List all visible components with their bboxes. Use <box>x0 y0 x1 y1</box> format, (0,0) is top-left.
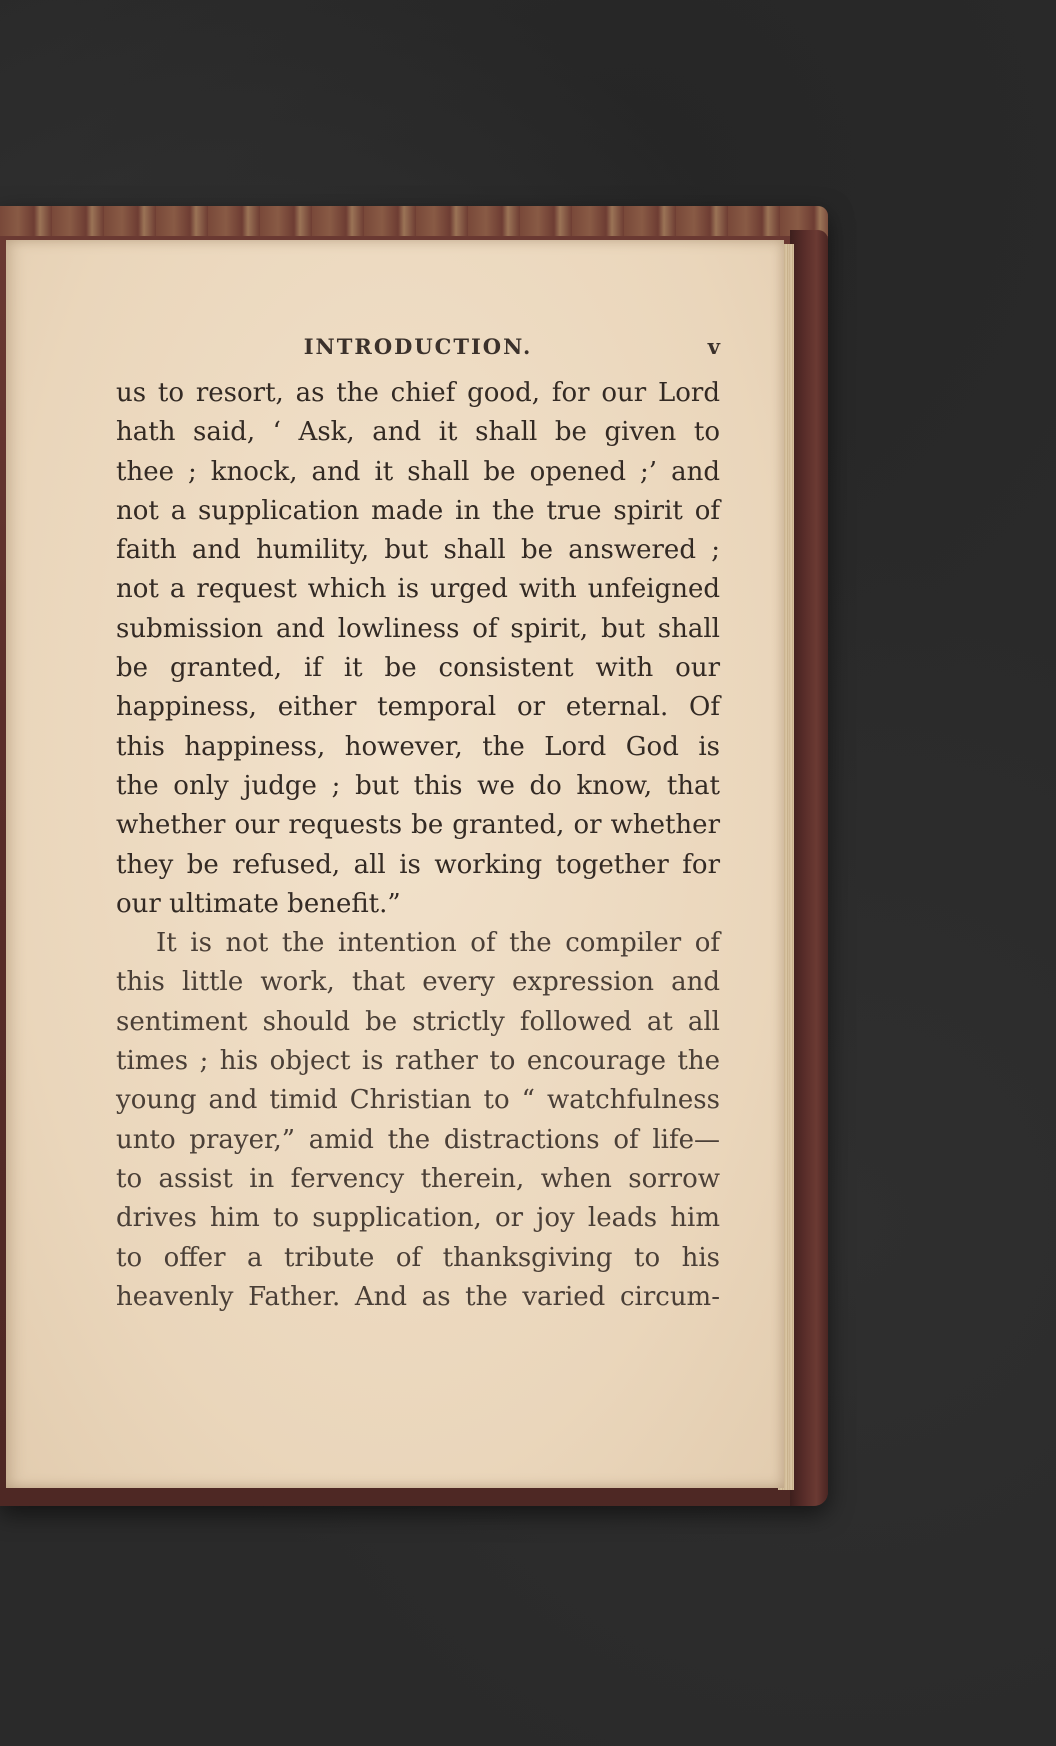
text-line: the only judge ; but this we do know, that <box>116 770 720 801</box>
text-line: unto prayer,” amid the distractions of life— <box>116 1124 720 1155</box>
text-line: It is not the intention of the compiler of <box>156 928 720 959</box>
book-spine-edge <box>790 230 828 1506</box>
text-line: this happiness, however, the Lord God is <box>116 731 720 762</box>
text-line: heavenly Father. And as the varied circum- <box>116 1281 720 1312</box>
text-line: times ; his object is rather to encourage the <box>116 1046 720 1077</box>
text-line: hath said, ‘ Ask, and it shall be given to <box>116 417 720 448</box>
text-line: to offer a tribute of thanksgiving to his <box>116 1242 720 1273</box>
page-number: v <box>707 334 720 359</box>
text-line: submission and lowliness of spirit, but shall <box>116 613 720 644</box>
running-head <box>116 334 720 364</box>
book-cover-top-edge <box>0 206 828 236</box>
text-line: sentiment should be strictly followed at all <box>116 1006 720 1037</box>
text-line: happiness, either temporal or eternal. Of <box>116 692 720 723</box>
text-line: whether our requests be granted, or whether <box>116 810 720 841</box>
text-line: drives him to supplication, or joy leads him <box>116 1203 720 1234</box>
body-text <box>116 374 720 1317</box>
text-line: not a request which is urged with unfeigned <box>116 574 720 605</box>
text-line: our ultimate benefit.” <box>116 888 401 919</box>
running-title: INTRODUCTION. <box>303 334 533 359</box>
text-line: be granted, if it be consistent with our <box>116 653 720 684</box>
text-line: this little work, that every expression and <box>116 967 720 998</box>
paragraph-1 <box>116 374 720 924</box>
text-line: they be refused, all is working together for <box>116 849 720 880</box>
text-line: thee ; knock, and it shall be opened ;’ and <box>116 456 720 487</box>
text-line: young and timid Christian to “ watchfulness <box>116 1085 720 1116</box>
text-line: faith and humility, but shall be answered ; <box>116 535 720 566</box>
text-line: to assist in fervency therein, when sorrow <box>116 1163 720 1194</box>
text-line: not a supplication made in the true spirit of <box>116 495 720 526</box>
paragraph-2 <box>116 924 720 1317</box>
text-line: us to resort, as the chief good, for our Lord <box>116 378 720 408</box>
book-page <box>6 240 784 1488</box>
